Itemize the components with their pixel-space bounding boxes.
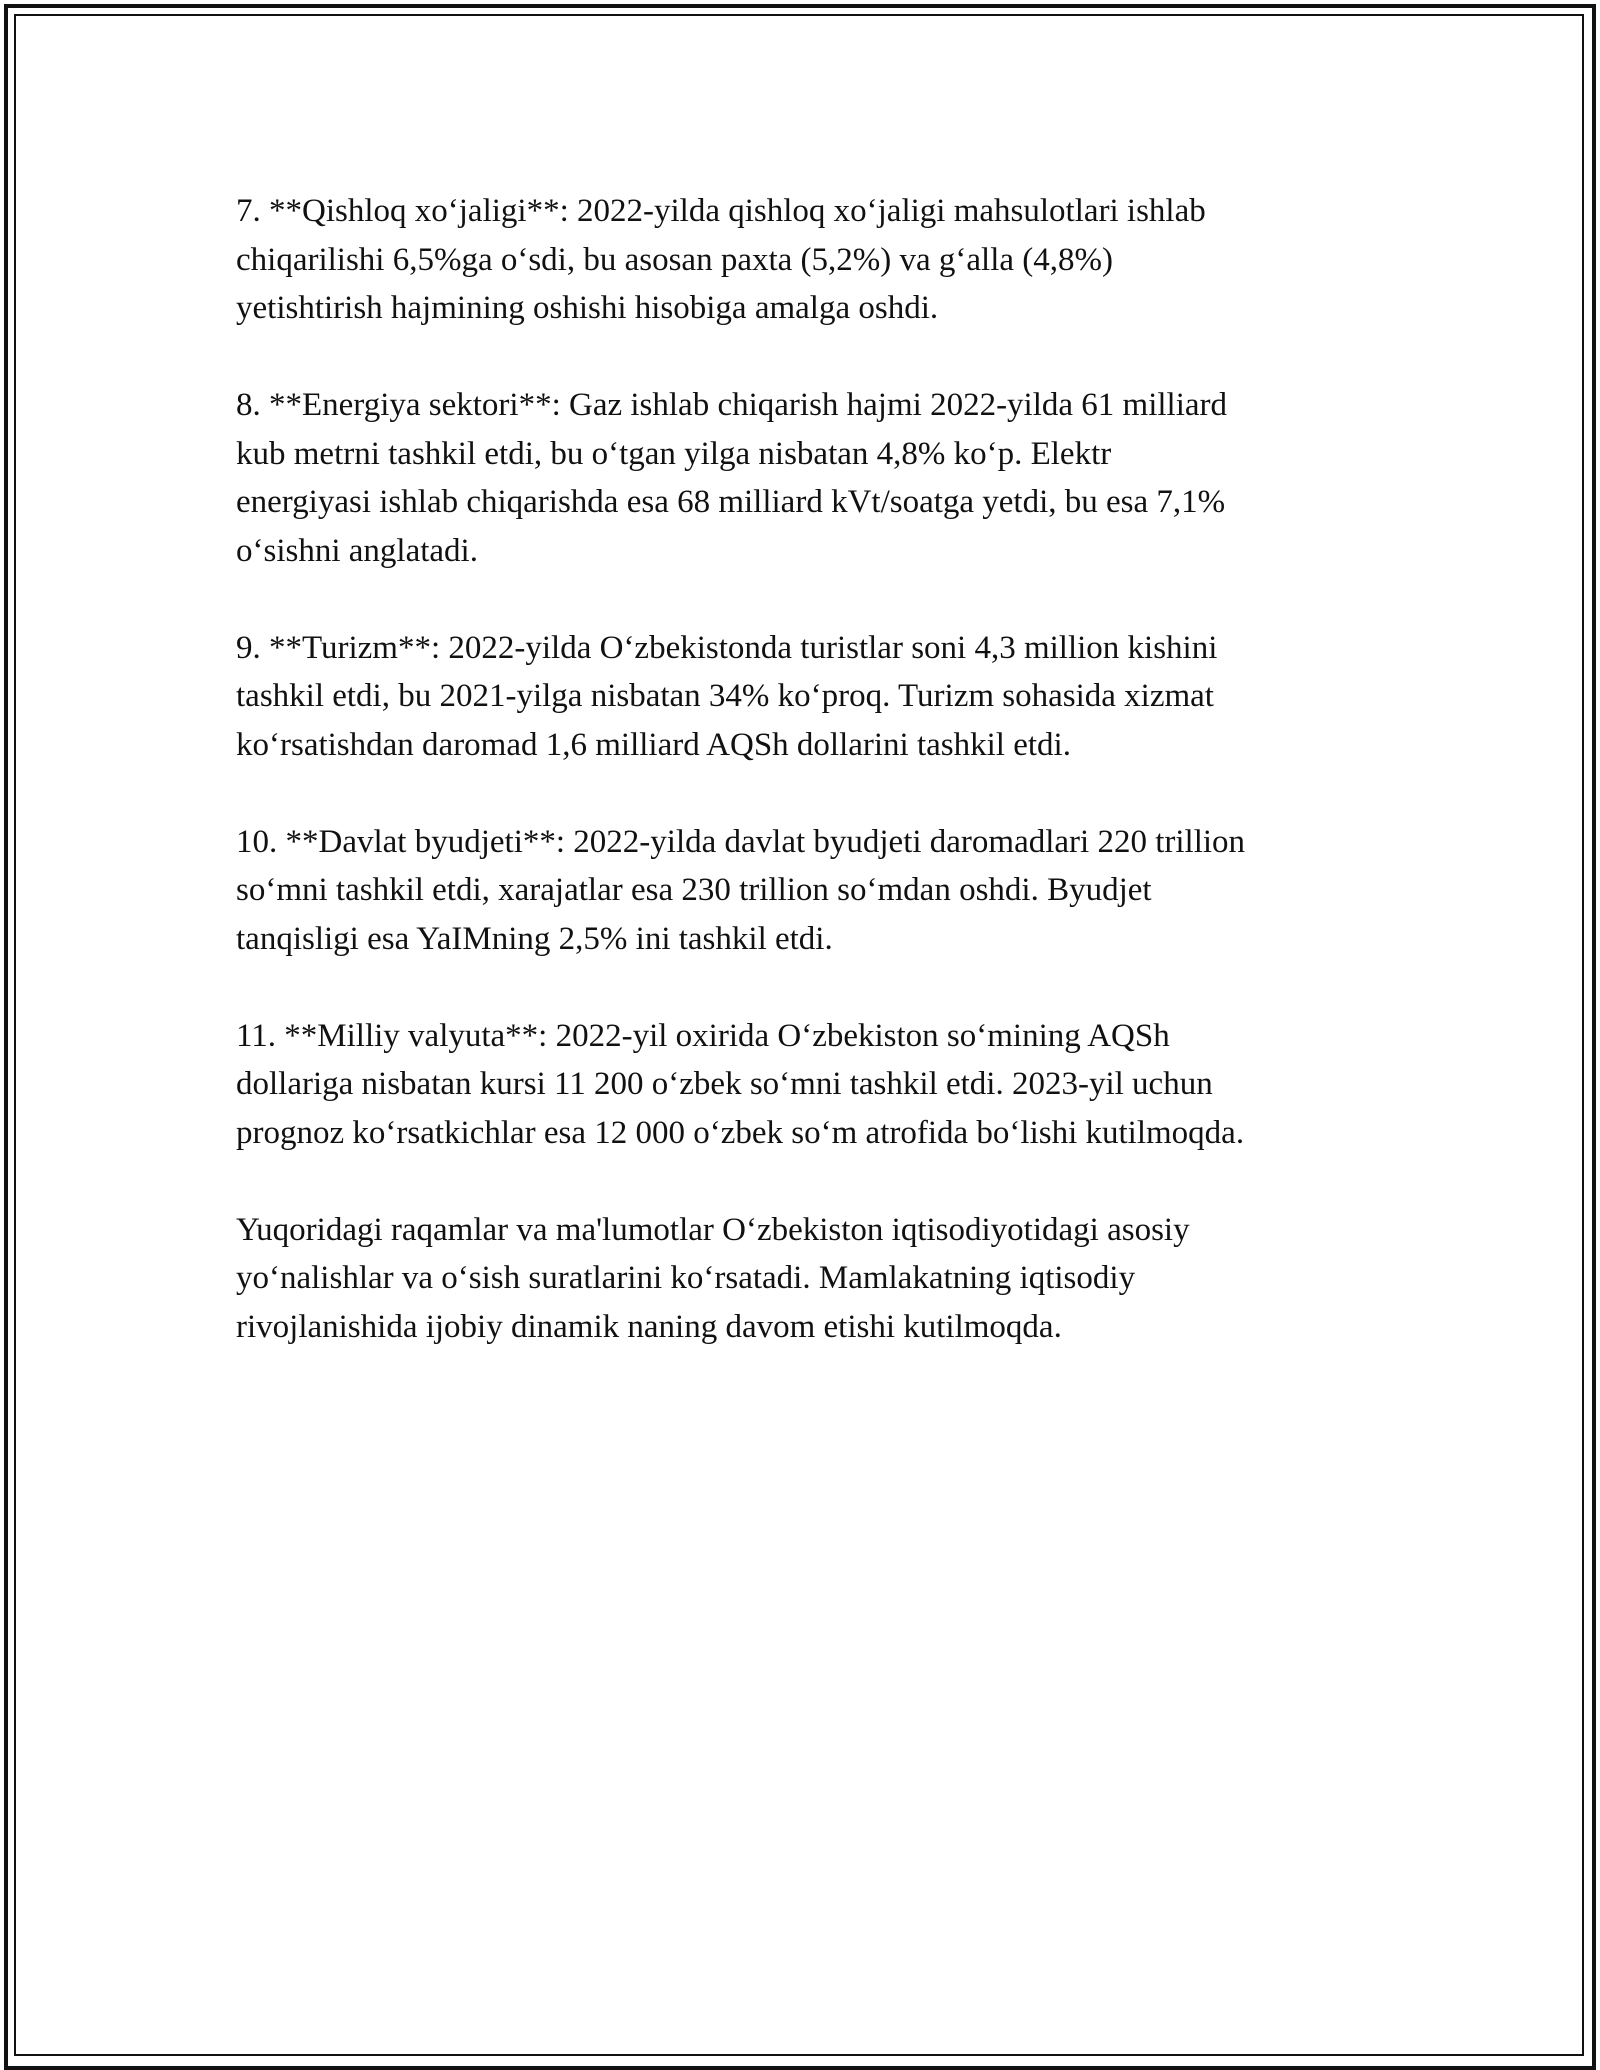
document-body — [236, 187, 1376, 1400]
paragraph-national-currency: 11. **Milliy valyuta**: 2022-yil oxirida O‘zbekiston so‘mining AQSh dollariga nisbatan kursi 11 200 o‘zbek so‘mni tashkil etdi. 2023-yil uchun prognoz ko‘rsatkichlar esa 12 000 o‘zbek so‘m atrofida bo‘lishi kutilmoqda. — [236, 1017, 1245, 1151]
paragraph-conclusion: Yuqoridagi raqamlar va ma'lumotlar O‘zbekiston iqtisodiyotidagi asosiy yo‘nalishlar va o‘sish suratlarini ko‘rsatadi. Mamlakatning iqtisodiy rivojlanishida ijobiy dinamik naning davom etishi kutilmoqda. — [236, 1211, 1190, 1345]
paragraph-state-budget: 10. **Davlat byudjeti**: 2022-yilda davlat byudjeti daromadlari 220 trillion so‘mni tashkil etdi, xarajatlar esa 230 trillion so‘mdan oshdi. Byudjet tanqisligi esa YaIMning 2,5% ini tashkil etdi. — [236, 823, 1246, 957]
paragraph-tourism: 9. **Turizm**: 2022-yilda O‘zbekistonda turistlar soni 4,3 million kishini tashkil etdi, bu 2021-yilga nisbatan 34% ko‘proq. Turizm sohasida xizmat ko‘rsatishdan daromad 1,6 milliard AQSh dollarini tashkil etdi. — [236, 629, 1218, 763]
paragraph-energy-sector: 8. **Energiya sektori**: Gaz ishlab chiqarish hajmi 2022-yilda 61 milliard kub metrni tashkil etdi, bu o‘tgan yilga nisbatan 4,8% ko‘p. Elektr energiyasi ishlab chiqarishda esa 68 milliard kVt/soatga yetdi, bu esa 7,1% o‘sishni anglatadi. — [236, 387, 1228, 569]
paragraph-agriculture: 7. **Qishloq xo‘jaligi**: 2022-yilda qishloq xo‘jaligi mahsulotlari ishlab chiqarilishi 6,5%ga o‘sdi, bu asosan paxta (5,2%) va g‘alla (4,8%) yetishtirish hajmining oshishi hisobiga amalga oshdi. — [236, 193, 1206, 326]
